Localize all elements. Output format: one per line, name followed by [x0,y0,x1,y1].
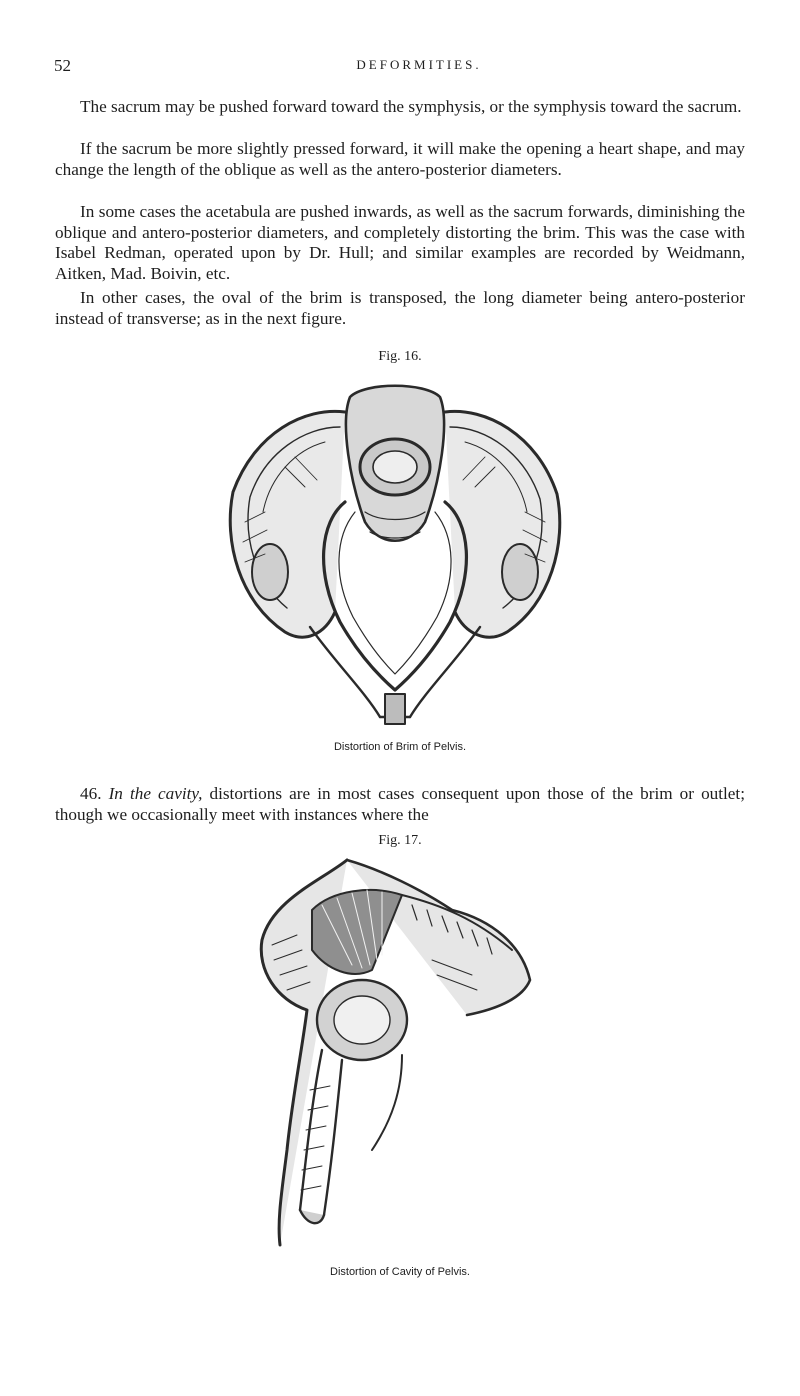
paragraph-4 [55,288,745,329]
paragraph-5-text: distortions are in most cases consequent upon those of the brim or outlet; though we occasionally meet with instances where the [55,784,745,824]
page-number: 52 [54,56,71,75]
paragraph-3-text: In some cases the acetabula are pushed inwards, as well as the sacrum forwards, diminishing the oblique and antero-posterior diameters, and completely distorting the brim. This was the case with Isabel Redman, operated upon by Dr. Hull; and similar examples are recorded by Weidmann, Aitken, Mad. Boivin, etc. [55,202,745,283]
paragraph-4-text: In other cases, the oval of the brim is transposed, the long diameter being antero-posterior instead of transverse; as in the next figure. [55,288,745,328]
running-head: DEFORMITIES. [356,57,482,72]
paragraph-1-text: The sacrum may be pushed forward toward the symphysis, or the symphysis toward the sacrum. [80,97,742,116]
figure-16-caption: Distortion of Brim of Pelvis. [333,741,467,753]
figure-17-label: Fig. 17. [378,833,422,848]
page-header [54,56,754,80]
paragraph-2 [55,139,745,180]
paragraph-1 [55,97,745,118]
section-number: 46. [80,784,102,803]
paragraph-3 [55,202,745,284]
section-heading-italic: In the cavity, [108,784,203,803]
pelvis-cavity-illustration [252,850,542,1250]
paragraph-5 [55,784,745,825]
pelvis-brim-illustration [225,372,565,730]
paragraph-2-text: If the sacrum be more slightly pressed forward, it will make the opening a heart shape, and may change the length of the oblique as well as the antero-posterior diameters. [55,139,745,179]
figure-16-label: Fig. 16. [378,349,422,364]
figure-17-caption: Distortion of Cavity of Pelvis. [330,1266,470,1278]
